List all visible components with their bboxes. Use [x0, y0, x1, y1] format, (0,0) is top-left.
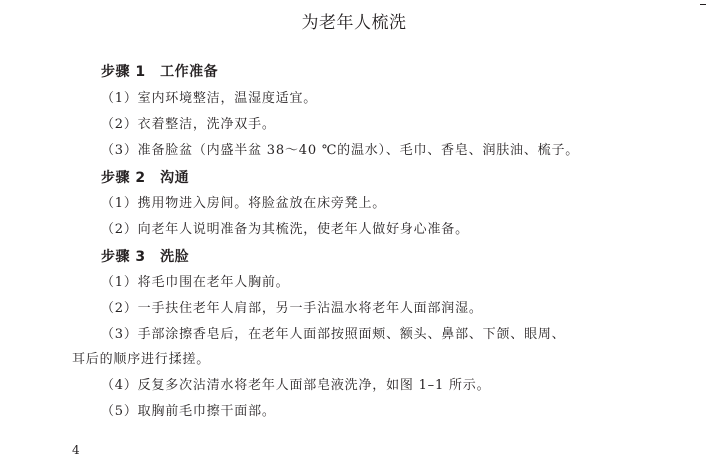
step-1-paragraph-2: （2）衣着整洁，洗净双手。 [101, 117, 276, 132]
step-1-heading: 步骤 1 工作准备 [101, 64, 219, 80]
corner-crop-mark [700, 4, 706, 5]
step-3-paragraph-4: （4）反复多次沾清水将老年人面部皂液洗净，如图 1–1 所示。 [101, 378, 491, 393]
step-3-paragraph-1: （1）将毛巾围在老年人胸前。 [101, 275, 290, 290]
step-2-paragraph-2: （2）向老年人说明准备为其梳洗，使老年人做好身心准备。 [101, 222, 469, 237]
step-3-heading: 步骤 3 洗脸 [101, 249, 190, 265]
step-1-paragraph-1: （1）室内环境整洁，温湿度适宜。 [101, 91, 318, 106]
step-3-paragraph-3: （3）手部涂擦香皂后，在老年人面部按照面颊、额头、鼻部、下颌、眼周、 [101, 327, 566, 342]
step-2-paragraph-1: （1）携用物进入房间。将脸盆放在床旁凳上。 [101, 196, 387, 211]
step-3-paragraph-5: （5）取胸前毛巾擦干面部。 [101, 404, 276, 419]
step-2-heading: 步骤 2 沟通 [101, 170, 190, 186]
page-number: 4 [72, 443, 80, 457]
page-title: 为老年人梳洗 [301, 13, 407, 33]
step-3-paragraph-2: （2）一手扶住老年人肩部，另一手沾温水将老年人面部润湿。 [101, 301, 483, 316]
step-3-paragraph-3-continued: 耳后的顺序进行揉搓。 [72, 352, 211, 367]
step-1-paragraph-3: （3）准备脸盆（内盛半盆 38～40 ℃的温水）、毛巾、香皂、润肤油、梳子。 [101, 143, 580, 158]
